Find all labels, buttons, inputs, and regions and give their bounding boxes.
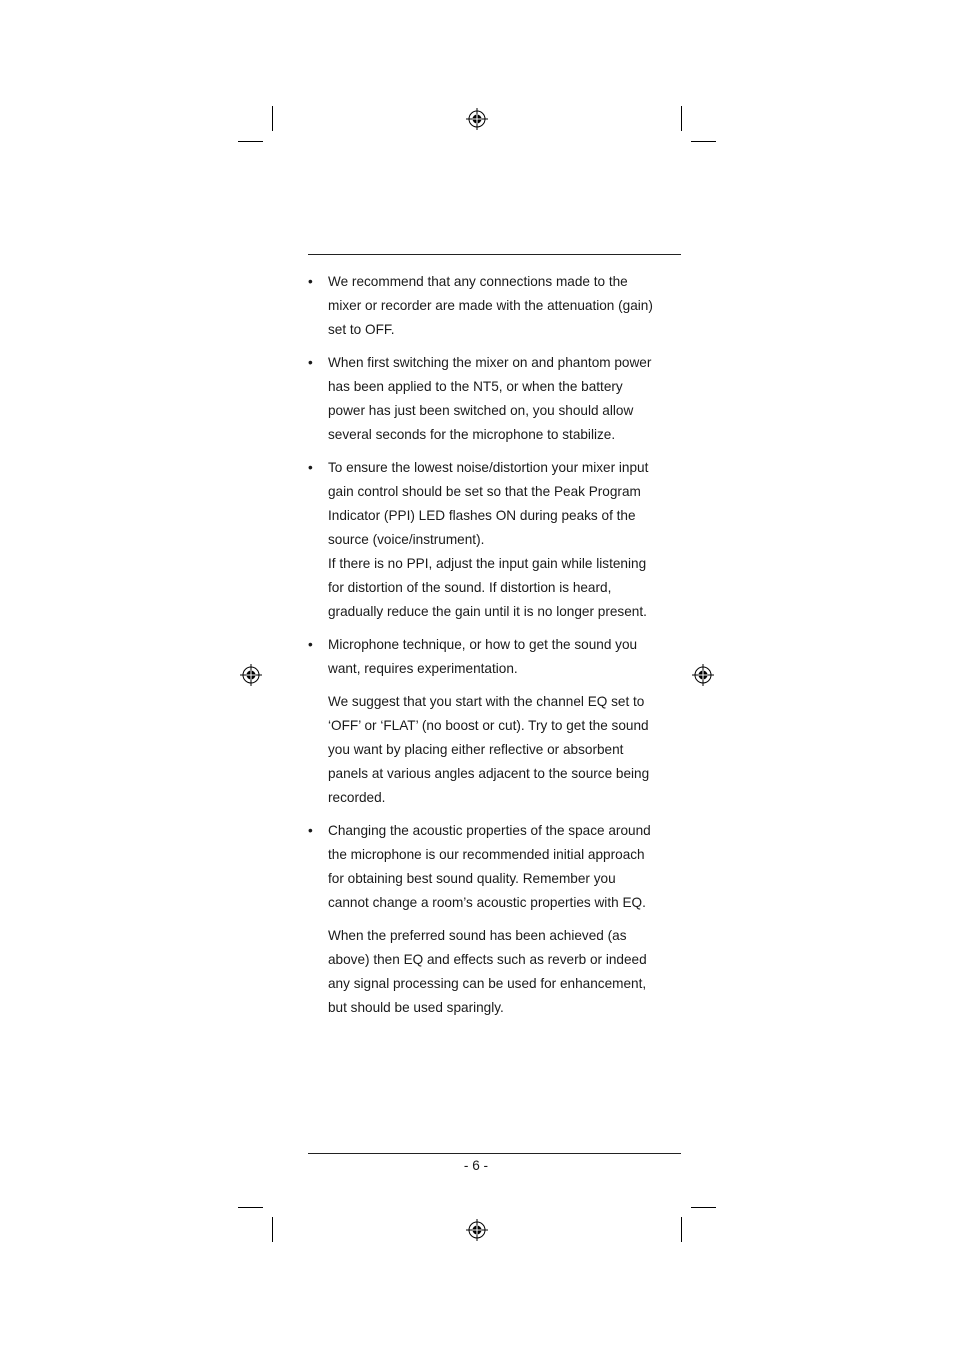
- bullet-paragraph: We recommend that any connections made to the mixer or recorder are made with the attenuation (gain) set to OFF.: [328, 274, 653, 337]
- crop-mark-bottom-left-v: [272, 1217, 273, 1242]
- page-number: - 6 -: [463, 1158, 489, 1173]
- bullet-paragraph: When the preferred sound has been achieved (as above) then EQ and effects such as reverb or indeed any signal processing can be used for enhancement, but should be used sparingly.: [328, 928, 647, 1015]
- crop-mark-bottom-left-h: [238, 1207, 263, 1208]
- bullet-dot: •: [308, 274, 313, 289]
- bullet-list: [308, 270, 653, 1029]
- footer-rule: [308, 1153, 681, 1154]
- crop-mark-bottom-right-v: [681, 1217, 682, 1242]
- bullet-dot: •: [308, 460, 313, 475]
- bullet-paragraph: We suggest that you start with the channel EQ set to ‘OFF’ or ‘FLAT’ (no boost or cut). Try to get the sound you want by placing either reflective or absorbent panels at various angles adjacent to the source being recorded.: [328, 694, 650, 805]
- bullet-paragraph: Microphone technique, or how to get the sound you want, requires experimentation.: [328, 637, 638, 676]
- bullet-item: [308, 270, 653, 342]
- registration-mark-left-icon: [240, 664, 262, 686]
- crop-mark-top-left-h: [238, 141, 263, 142]
- paragraph-text: If there is no PPI, adjust the input gain while listening for distortion of the sound. If distortion is heard, gradually reduce the gain until it is no longer present.: [328, 556, 647, 619]
- bullet-dot: •: [308, 355, 313, 370]
- bullet-dot: •: [308, 637, 313, 652]
- registration-mark-right-icon: [692, 664, 714, 686]
- bullet-item: [308, 819, 653, 1020]
- crop-mark-bottom-right-h: [691, 1207, 716, 1208]
- bullet-dot: •: [308, 823, 313, 838]
- registration-mark-top-icon: [466, 108, 488, 130]
- crop-mark-top-right-v: [681, 106, 682, 131]
- bullet-paragraph: When first switching the mixer on and phantom power has been applied to the NT5, or when the battery power has just been switched on, you should allow several seconds for the microphone to stabilize.: [328, 355, 652, 442]
- registration-mark-bottom-icon: [466, 1219, 488, 1241]
- bullet-item: [308, 633, 653, 810]
- header-rule: [308, 254, 681, 255]
- crop-mark-top-right-h: [691, 141, 716, 142]
- crop-mark-top-left-v: [272, 106, 273, 131]
- bullet-item: [308, 351, 653, 447]
- bullet-paragraph: Changing the acoustic properties of the space around the microphone is our recommended initial approach for obtaining best sound quality. Remember you cannot change a room’s acoustic properties with EQ.: [328, 823, 651, 910]
- bullet-item: [308, 456, 653, 624]
- bullet-paragraph: [328, 456, 653, 624]
- paragraph-text: To ensure the lowest noise/distortion your mixer input gain control should be set so that the Peak Program Indicator (PPI) LED flashes ON during peaks of the source (voice/instrument).: [328, 460, 649, 547]
